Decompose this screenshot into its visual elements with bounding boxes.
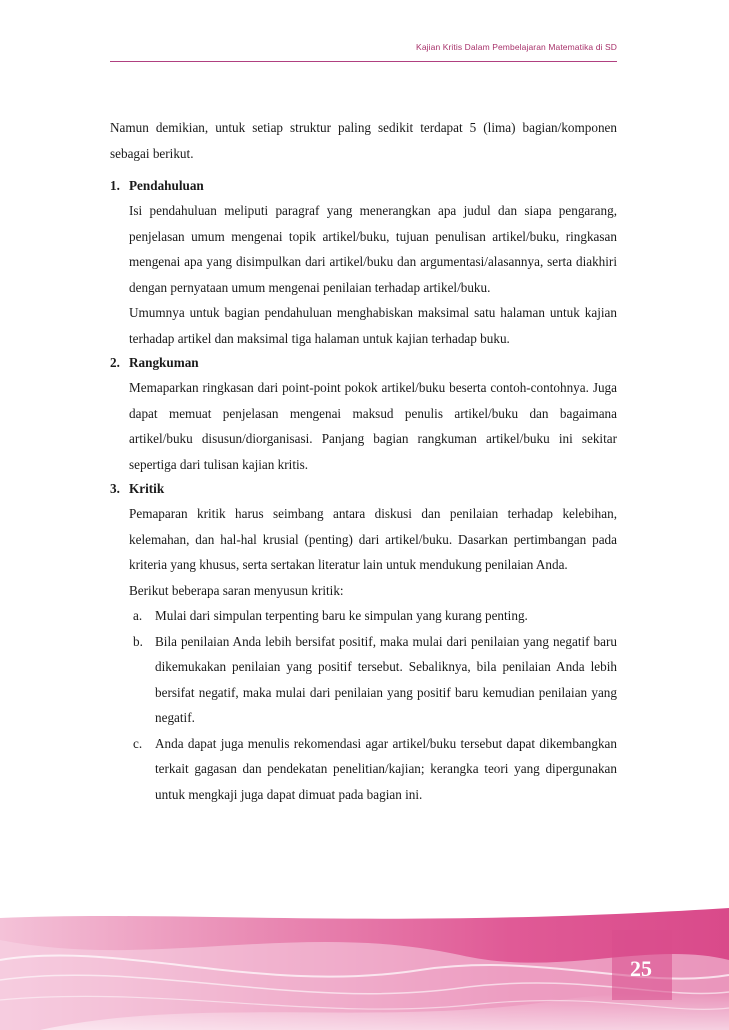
page-number: 25 [630,956,652,981]
section-number: 3. [110,481,120,496]
list-item-text: Mulai dari simpulan terpenting baru ke simpulan yang kurang penting. [155,608,528,623]
section-paragraph: Umumnya untuk bagian pendahuluan menghabiskan maksimal satu halaman untuk kajian terhadap artikel dan maksimal tiga halaman untuk kajian terhadap buku. [129,305,617,346]
list-item-text: Bila penilaian Anda lebih bersifat positif, maka mulai dari penilaian yang negatif baru dikemukakan penilaian yang positif tersebut. Sebaliknya, bila penilaian Anda lebih bersifat negatif, maka mulai dari penilaian yang positif baru kemudian penilaian yang negatif. [155,633,617,725]
list-item [129,629,617,731]
section-kritik [110,477,617,807]
list-item [129,731,617,808]
header-rule [110,61,617,62]
section-heading [110,477,617,501]
list-marker: b. [133,633,143,649]
section-heading [110,351,617,375]
section-pendahuluan [110,174,617,351]
sub-list [129,603,617,807]
section-title: Pendahuluan [129,178,204,193]
section-title: Kritik [129,481,165,496]
section-number: 1. [110,178,120,193]
footer-wave-graphic [0,900,729,1030]
list-item [129,603,617,629]
section-paragraph: Berikut beberapa saran menyusun kritik: [129,582,344,598]
intro-paragraph: Namun demikian, untuk setiap struktur paling sedikit terdapat 5 (lima) bagian/komponen sebagai berikut. [110,120,617,161]
section-paragraph: Pemaparan kritik harus seimbang antara diskusi dan penilaian terhadap kelebihan, kelemahan, dan hal-hal krusial (penting) dari artikel/buku. Dasarkan pertimbangan pada kriteria yang khusus, serta sertakan literatur lain untuk mendukung penilaian Anda. [129,506,617,572]
footer-decorative-band [0,900,729,1030]
list-marker: c. [133,735,143,751]
section-rangkuman [110,351,617,477]
section-paragraph: Isi pendahuluan meliputi paragraf yang menerangkan apa judul dan siapa pengarang, penjelasan umum mengenai topik artikel/buku, tujuan penulisan artikel/buku, ringkasan mengenai apa yang disimpulkan dari artikel/buku dan argumentasi/alasannya, serta diakhiri dengan pernyataan umum mengenai penilaian terhadap artikel/buku. [129,203,617,295]
list-item-text: Anda dapat juga menulis rekomendasi agar artikel/buku tersebut dapat dikembangkan terkait gagasan dan pendekatan penelitian/kajian; kerangka teori yang dipergunakan untuk mengkaji juga dapat dimuat pada bagian ini. [155,735,617,802]
list-marker: a. [133,608,143,623]
section-number: 2. [110,355,120,370]
page-body [110,115,617,807]
section-heading [110,174,617,198]
section-paragraph: Memaparkan ringkasan dari point-point pokok artikel/buku beserta contoh-contohnya. Juga dapat memuat penjelasan mengenai maksud penulis artikel/buku dan bagaimana artikel/buku disusun/diorganisasi. Panjang bagian rangkuman artikel/buku ini sekitar sepertiga dari tulisan kajian kritis. [129,380,617,472]
running-header-title: Kajian Kritis Dalam Pembelajaran Matematika di SD [416,42,617,52]
section-title: Rangkuman [129,355,199,370]
